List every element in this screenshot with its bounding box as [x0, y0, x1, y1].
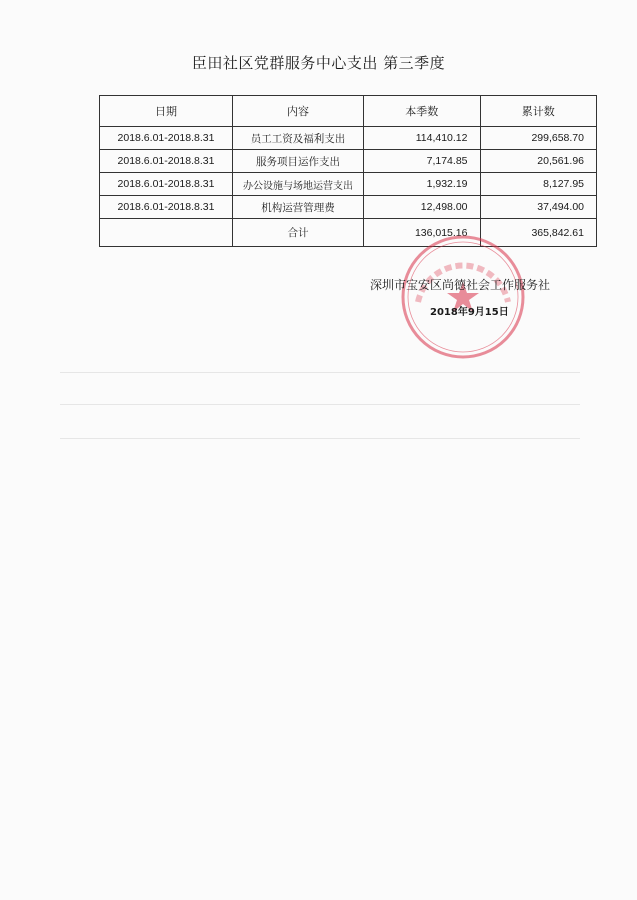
row-quarter: 114,410.12: [364, 127, 481, 150]
header-quarter: 本季数: [364, 96, 481, 127]
row-date: 2018.6.01-2018.8.31: [100, 127, 233, 150]
total-quarter: 136,015.16: [364, 219, 481, 247]
row-date: 2018.6.01-2018.8.31: [100, 150, 233, 173]
expense-table: [99, 95, 597, 247]
table-row: [100, 150, 597, 173]
row-cumulative: 20,561.96: [480, 150, 597, 173]
row-quarter: 12,498.00: [364, 196, 481, 219]
row-quarter: 7,174.85: [364, 150, 481, 173]
header-content: 内容: [233, 96, 364, 127]
header-date: 日期: [100, 96, 233, 127]
header-cumulative: 累计数: [480, 96, 597, 127]
table-header-row: [100, 96, 597, 127]
row-cumulative: 8,127.95: [480, 173, 597, 196]
row-cumulative: 37,494.00: [480, 196, 597, 219]
table-row: [100, 127, 597, 150]
row-date: 2018.6.01-2018.8.31: [100, 173, 233, 196]
official-seal-icon: [398, 232, 528, 362]
row-content: 办公设施与场地运营支出: [233, 173, 364, 196]
signing-date: 2018年9月15日: [430, 307, 509, 318]
document-title: 臣田社区党群服务中心支出 第三季度: [191, 54, 446, 72]
row-content: 机构运营管理费: [233, 196, 364, 219]
table-row: [100, 173, 597, 196]
total-date: [100, 219, 233, 247]
show-through-line: [60, 404, 580, 405]
show-through-line: [60, 438, 580, 439]
total-cumulative: 365,842.61: [480, 219, 597, 247]
total-label: 合计: [233, 219, 364, 247]
row-content: 服务项目运作支出: [233, 150, 364, 173]
signing-organization: 深圳市宝安区尚德社会工作服务社: [370, 278, 551, 292]
row-date: 2018.6.01-2018.8.31: [100, 196, 233, 219]
table-row: [100, 196, 597, 219]
row-content: 员工工资及福利支出: [233, 127, 364, 150]
show-through-line: [60, 372, 580, 373]
row-quarter: 1,932.19: [364, 173, 481, 196]
row-cumulative: 299,658.70: [480, 127, 597, 150]
